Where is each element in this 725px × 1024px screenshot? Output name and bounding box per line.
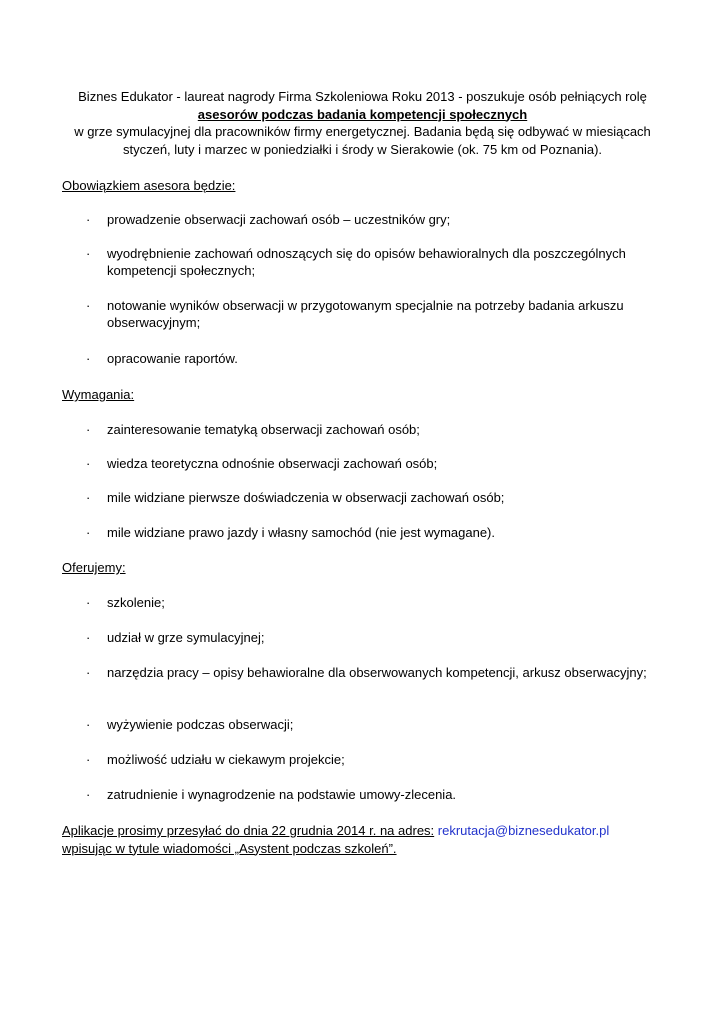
bullet: ·	[86, 456, 91, 471]
intro-line-3: w grze symulacyjnej dla pracowników firmy energetycznej. Badania będą się odbywać w miesiącach	[74, 124, 651, 139]
bullet: ·	[86, 525, 91, 540]
requirement-item	[86, 421, 666, 438]
duty-item-text: opracowanie raportów.	[107, 351, 238, 366]
requirement-item-text: wiedza teoretyczna odnośnie obserwacji zachowań osób;	[107, 456, 438, 471]
offer-item-text: udział w grze symulacyjnej;	[107, 630, 265, 645]
bullet: ·	[86, 212, 91, 227]
requirement-item	[86, 524, 666, 541]
bullet: ·	[86, 595, 91, 610]
requirements-heading: Wymagania:	[62, 387, 135, 402]
duty-item	[86, 211, 666, 228]
bullet: ·	[86, 630, 91, 645]
offer-item-text: narzędzia pracy – opisy behawioralne dla obserwowanych kompetencji, arkusz obserwacyjny;	[107, 665, 647, 680]
requirement-item-text: mile widziane pierwsze doświadczenia w obserwacji zachowań osób;	[107, 490, 505, 505]
requirement-item	[86, 489, 666, 506]
offer-item-text: wyżywienie podczas obserwacji;	[107, 717, 294, 732]
intro-position-title: asesorów podczas badania kompetencji społecznych	[197, 106, 528, 122]
intro-line-4: styczeń, luty i marzec w poniedziałki i środy w Sierakowie (ok. 75 km od Poznania).	[122, 141, 603, 157]
offer-item-text: możliwość udziału w ciekawym projekcie;	[107, 752, 345, 767]
bullet: ·	[86, 717, 91, 732]
duties-heading: Obowiązkiem asesora będzie:	[62, 178, 236, 193]
application-deadline-text: Aplikacje prosimy przesyłać do dnia 22 grudnia 2014 r. na adres:	[62, 823, 435, 838]
duty-item	[86, 245, 666, 279]
bullet: ·	[86, 490, 91, 505]
offer-item	[86, 751, 666, 768]
bullet: ·	[86, 298, 91, 313]
email-link[interactable]: rekrutacja@biznesedukator.pl	[437, 823, 610, 838]
bullet: ·	[86, 422, 91, 437]
requirement-item-text: mile widziane prawo jazdy i własny samochód (nie jest wymagane).	[107, 525, 496, 540]
offer-item	[86, 716, 666, 733]
requirement-item	[86, 455, 666, 472]
offer-item	[86, 594, 666, 611]
bullet: ·	[86, 351, 91, 366]
requirement-item-text: zainteresowanie tematyką obserwacji zachowań osób;	[107, 422, 420, 437]
application-subject-text: wpisując w tytule wiadomości „Asystent podczas szkoleń”.	[62, 840, 397, 856]
bullet: ·	[86, 246, 91, 261]
offer-item	[86, 629, 666, 646]
bullet: ·	[86, 752, 91, 767]
duty-item	[86, 297, 666, 331]
application-note	[62, 822, 692, 857]
intro-line-1: Biznes Edukator - laureat nagrody Firma Szkoleniowa Roku 2013 - poszukuje osób pełniących rolę	[78, 89, 647, 104]
offer-item-text: szkolenie;	[107, 595, 165, 610]
bullet: ·	[86, 787, 91, 802]
duty-item-text: notowanie wyników obserwacji w przygotowanym specjalnie na potrzeby badania arkuszu obserwacyjnym;	[107, 298, 624, 330]
duty-item-text: wyodrębnienie zachowań odnoszących się do opisów behawioralnych dla poszczególnych kompetencji społecznych;	[107, 246, 626, 278]
offer-item-text: zatrudnienie i wynagrodzenie na podstawie umowy-zlecenia.	[107, 787, 457, 802]
offer-item	[86, 664, 666, 681]
bullet: ·	[86, 665, 91, 680]
offer-item	[86, 786, 666, 803]
application-line-1	[62, 822, 692, 840]
intro-paragraph	[40, 88, 685, 158]
offer-heading: Oferujemy:	[62, 560, 126, 575]
duty-item	[86, 350, 666, 367]
duty-item-text: prowadzenie obserwacji zachowań osób – uczestników gry;	[107, 212, 451, 227]
